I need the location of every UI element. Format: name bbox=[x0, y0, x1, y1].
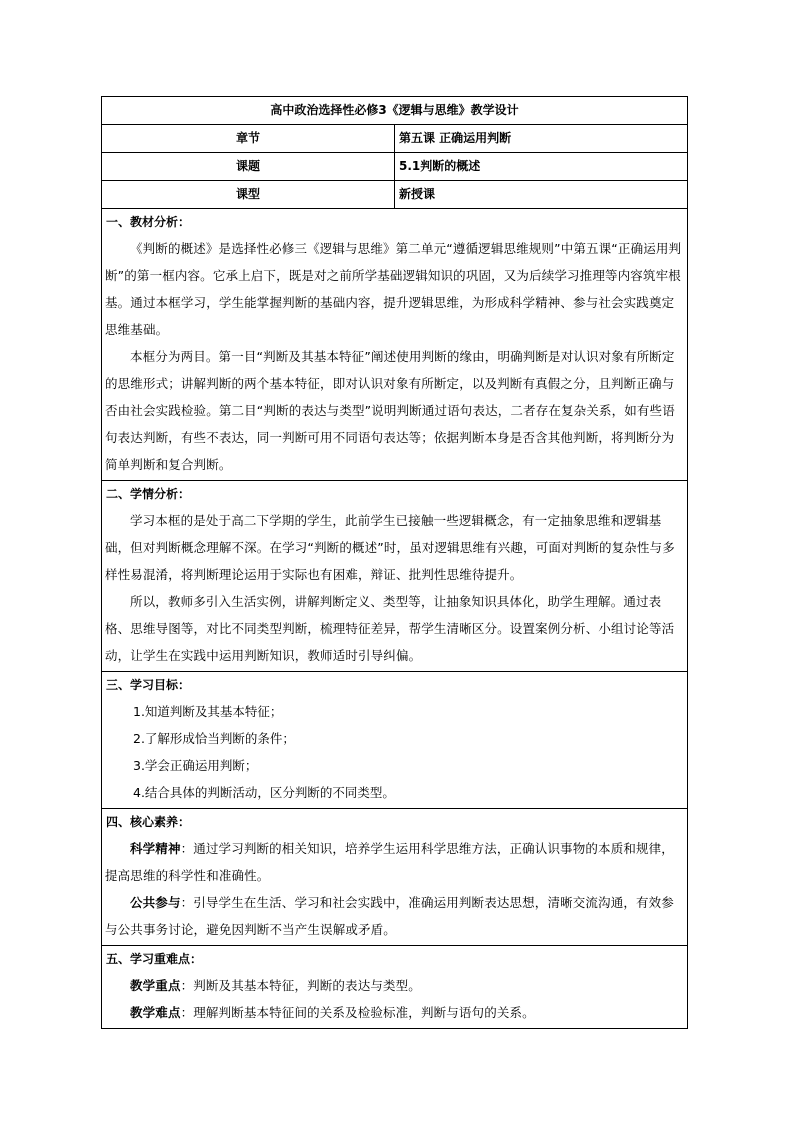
title-row bbox=[102, 97, 688, 125]
paragraph bbox=[105, 972, 684, 999]
lesson-plan-document bbox=[101, 96, 688, 1029]
document-title: 高中政治选择性必修3《逻辑与思维》教学设计 bbox=[102, 97, 688, 125]
meta-key-chapter: 章节 bbox=[102, 125, 395, 153]
meta-row-topic bbox=[102, 153, 688, 181]
section-heading: 三、学习目标： bbox=[106, 678, 191, 692]
meta-value-type: 新授课 bbox=[395, 181, 688, 209]
section-learning-goals bbox=[102, 672, 688, 809]
literacy-label: 公共参与 bbox=[130, 895, 181, 910]
meta-key-type: 课型 bbox=[102, 181, 395, 209]
meta-row-type bbox=[102, 181, 688, 209]
meta-value-topic: 5.1判断的概述 bbox=[395, 153, 688, 181]
goal-item: 1.知道判断及其基本特征； bbox=[133, 704, 283, 719]
paragraph bbox=[105, 889, 684, 943]
difficulty-text: ：理解判断基本特征间的关系及检验标准，判断与语句的关系。 bbox=[180, 1005, 535, 1020]
paragraph: 《判断的概述》是选择性必修三《逻辑与思维》第二单元“遵循逻辑思维规则”中第五课“正确运用判断”的第一框内容。它承上启下，既是对之前所学基础逻辑知识的巩固，又为后续学习推理等内容筑牢根基。通过本框学习，学生能掌握判断的基础内容，提升逻辑思维，为形成科学精神、参与社会实践奠定思维基础。 bbox=[105, 241, 682, 337]
key-point-label: 教学重点 bbox=[130, 978, 181, 993]
section-heading: 二、学情分析： bbox=[106, 487, 191, 501]
section-heading: 四、核心素养： bbox=[106, 815, 191, 829]
difficulty-label: 教学难点 bbox=[130, 1005, 181, 1020]
section-textbook-analysis bbox=[102, 209, 688, 481]
literacy-label: 科学精神 bbox=[130, 841, 181, 856]
paragraph bbox=[105, 835, 684, 889]
section-heading: 一、教材分析： bbox=[106, 215, 191, 229]
paragraph bbox=[105, 999, 684, 1026]
section-key-points bbox=[102, 946, 688, 1029]
literacy-text: ：通过学习判断的相关知识，培养学生运用科学思维方法，正确认识事物的本质和规律，提高思维的科学性和准确性。 bbox=[105, 841, 674, 883]
meta-key-topic: 课题 bbox=[102, 153, 395, 181]
goal-item: 3.学会正确运用判断； bbox=[133, 758, 258, 773]
goal-item: 4.结合具体的判断活动，区分判断的不同类型。 bbox=[133, 785, 395, 800]
section-heading: 五、学习重难点： bbox=[106, 952, 203, 966]
section-core-literacy bbox=[102, 809, 688, 946]
goal-item: 2.了解形成恰当判断的条件； bbox=[133, 731, 295, 746]
lesson-plan-table bbox=[101, 96, 688, 1029]
paragraph: 所以，教师多引入生活实例，讲解判断定义、类型等，让抽象知识具体化，助学生理解。通过表格、思维导图等，对比不同类型判断，梳理特征差异，帮学生清晰区分。设置案例分析、小组讨论等活动，让学生在实践中运用判断知识，教师适时引导纠偏。 bbox=[105, 594, 675, 663]
paragraph: 本框分为两目。第一目“判断及其基本特征”阐述使用判断的缘由，明确判断是对认识对象有所断定的思维形式；讲解判断的两个基本特征，即对认识对象有所断定，以及判断有真假之分，且判断正确与否由社会实践检验。第二目“判断的表达与类型”说明判断通过语句表达，二者存在复杂关系，如有些语句表达判断，有些不表达，同一判断可用不同语句表达等；依据判断本身是否含其他判断，将判断分为简单判断和复合判断。 bbox=[105, 349, 675, 472]
paragraph: 学习本框的是处于高二下学期的学生，此前学生已接触一些逻辑概念，有一定抽象思维和逻辑基础，但对判断概念理解不深。在学习“判断的概述”时，虽对逻辑思维有兴趣，可面对判断的复杂性与多样性易混淆，将判断理论运用于实际也有困难，辩证、批判性思维待提升。 bbox=[105, 513, 675, 582]
section-student-analysis bbox=[102, 481, 688, 672]
meta-row-chapter bbox=[102, 125, 688, 153]
key-point-text: ：判断及其基本特征，判断的表达与类型。 bbox=[180, 978, 421, 993]
literacy-text: ：引导学生在生活、学习和社会实践中，准确运用判断表达思想，清晰交流沟通，有效参与公共事务讨论，避免因判断不当产生误解或矛盾。 bbox=[105, 895, 674, 937]
meta-value-chapter: 第五课 正确运用判断 bbox=[395, 125, 688, 153]
